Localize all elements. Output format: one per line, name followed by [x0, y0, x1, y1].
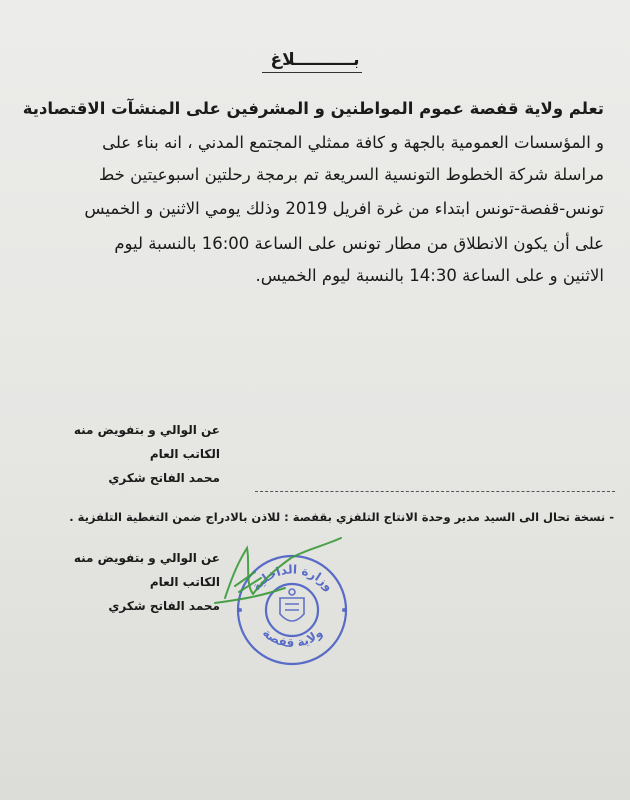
body-line-2: و المؤسسات العمومية بالجهة و كافة ممثلي المجتمع المدني ، انه بناء على [102, 133, 604, 152]
title-underline [262, 72, 362, 73]
stamp-bottom-text: ولاية قفصة [259, 625, 326, 651]
signature-name: محمد الفاتح شكري [108, 471, 220, 485]
handwritten-signature [195, 528, 345, 608]
stamp-top-text: وزارة الداخلية [248, 562, 337, 594]
signature-delegation: عن الوالي و بتفويض منه [73, 423, 220, 437]
signature-block-1 [74, 418, 220, 490]
dashed-divider [255, 491, 615, 492]
body-line-3: مراسلة شركة الخطوط التونسية السريعة تم برمجة رحلتين اسبوعيتين خط [98, 165, 604, 184]
signature-delegation: عن الوالي و بتفويض منه [73, 551, 220, 565]
signature-role: الكاتب العام [149, 575, 220, 589]
body-line-4: تونس-قفصة-تونس ابتداء من غرة افريل 2019 وذلك يومي الاثنين و الخميس [84, 199, 604, 218]
body-line-6: الاثنين و على الساعة 14:30 بالنسبة ليوم الخميس. [255, 266, 604, 285]
svg-text:ولاية قفصة [260, 626, 326, 650]
body-line-5: على أن يكون الانطلاق من مطار تونس على الساعة 16:00 بالنسبة ليوم [114, 234, 604, 253]
body-line-1: تعلم ولاية قفصة عموم المواطنين و المشرفين على المنشآت الاقتصادية [22, 99, 604, 118]
document-title: بــــــــــلاغ [270, 50, 360, 70]
copy-note: - نسخة تحال الى السيد مدير وحدة الانتاج التلفزي بقفصة : للاذن بالادراج ضمن التغطية التلفزية . [69, 510, 614, 524]
signature-role: الكاتب العام [149, 447, 220, 461]
signature-name: محمد الفاتح شكري [108, 599, 220, 613]
